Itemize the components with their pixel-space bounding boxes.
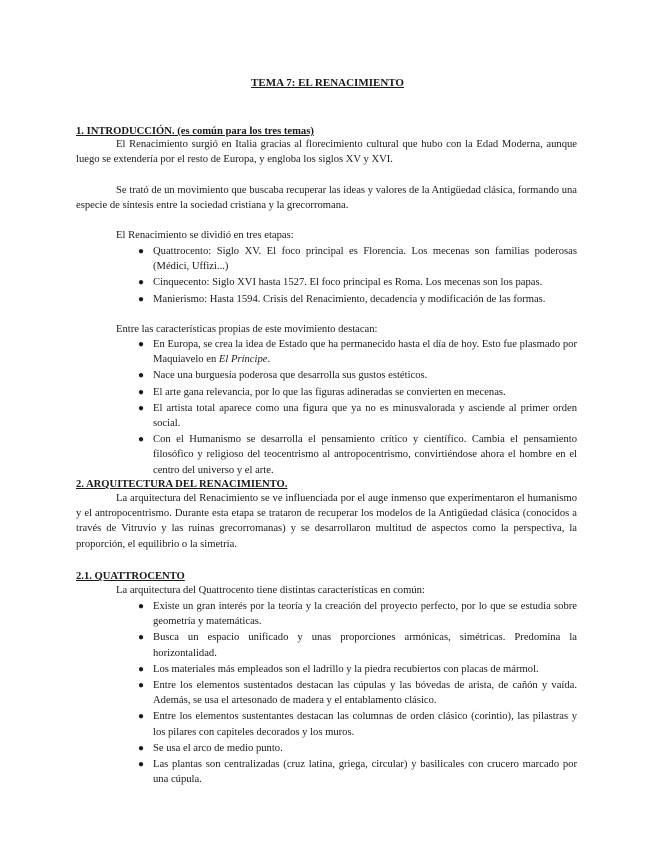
list-item: ● El artista total aparece como una figura que ya no es minusvalorada y asciende al primer orden social. [138,402,577,430]
bullet-icon: ● [138,277,145,289]
list-item: ● Existe un gran interés por la teoría y la creación del proyecto perfecto, por lo que se estudia sobre geometría y matemáticas. [138,601,577,628]
bullet-icon: ● [138,680,145,692]
stages-list [138,244,577,308]
quattrocento-list [138,599,577,788]
bullet-icon: ● [138,742,145,754]
section-1-paragraph-1: El Renacimiento surgió en Italia gracias al florecimiento cultural que hubo con la Edad Moderna, aunque luego se extendería por el resto de Europa, y engloba los siglos XV y XVI. [76,139,577,166]
features-lead: Entre las características propias de este movimiento destacan: [116,324,378,335]
bullet-icon: ● [138,601,145,612]
bullet-icon: ● [138,370,145,382]
list-item: ● Cinquecento: Siglo XVI hasta 1527. El foco principal es Roma. Los mecenas son los papas. [153,275,577,290]
quattrocento-lead: La arquitectura del Quattrocento tiene distintas características en común: [116,585,425,596]
bullet-icon: ● [138,759,145,771]
stages-lead: El Renacimiento se dividió en tres etapas: [116,230,294,241]
list-item: ● Nace una burguesía poderosa que desarrolla sus gustos estéticos. [153,368,577,383]
list-item: ● Con el Humanismo se desarrolla el pensamiento crítico y científico. Cambia el pensamiento filosófico y religioso del teocentrismo al antropocentrismo, convirtiéndose ahora el hombre en el centro del universo y el arte. [138,434,577,476]
section-2-paragraph-1: La arquitectura del Renacimiento se ve influenciada por el auge inmenso que experimentaron el humanismo y el antropocentrismo. Durante esta etapa se trataron de recuperar los modelos de la Antigüedad clásica (conocidos a través de Vitruvio y las ruinas grecorromanas) y se desarrollaron multitud de aspectos como la perspectiva, la proporción, el equilibrio o la simetría. [76,493,577,550]
document-title: TEMA 7: EL RENACIMIENTO [251,77,404,89]
list-item: ● Las plantas son centralizadas (cruz latina, griega, circular) y basilicales con crucero marcado por una cúpula. [138,759,577,786]
list-item: ● Busca un espacio unificado y unas proporciones armónicas, simétricas. Predomina la horizontalidad. [138,632,577,659]
section-2-heading: 2. ARQUITECTURA DEL RENACIMIENTO. [76,479,288,490]
section-2-1-heading: 2.1. QUATTROCENTO [76,571,185,582]
section-1-heading: 1. INTRODUCCIÓN. (es común para los tres temas) [76,126,314,137]
list-item: ● El arte gana relevancia, por lo que las figuras adineradas se convierten en mecenas. [153,385,577,400]
list-item: ● En Europa, se crea la idea de Estado que ha permanecido hasta el día de hoy. Esto fue plasmado por Maquiavelo en El Príncipe. [138,339,577,366]
list-item: ● Los materiales más empleados son el ladrillo y la piedra recubiertos con placas de mármol. [153,662,577,677]
bullet-icon: ● [138,711,145,723]
list-item: ● Se usa el arco de medio punto. [153,741,577,756]
list-item: ● Manierismo: Hasta 1594. Crisis del Renacimiento, decadencia y modificación de las formas. [153,292,577,307]
bullet-icon: ● [138,246,145,257]
list-item: ● Quattrocento: Siglo XV. El foco principal es Florencia. Los mecenas son familias poderosas (Médici, Uffizi...) [138,246,577,273]
bullet-icon: ● [138,632,145,644]
bullet-icon: ● [138,402,145,414]
bullet-icon: ● [138,434,145,446]
bullet-icon: ● [138,293,145,305]
bullet-icon: ● [138,386,145,398]
list-item: ● Entre los elementos sustentantes destacan las columnas de orden clásico (corintio), las pilastras y los pilares con capiteles decorados y los muros. [138,711,577,738]
bullet-icon: ● [138,339,145,350]
list-item: ● Entre los elementos sustentados destacan las cúpulas y las bóvedas de arista, de cañón y vaída. Además, se usa el artesonado de madera y el entablamento clásico. [138,680,577,707]
section-1-paragraph-2: Se trató de un movimiento que buscaba recuperar las ideas y valores de la Antigüedad clásica, formando una especie de síntesis entre la sociedad cristiana y la grecorromana. [76,185,577,212]
bullet-icon: ● [138,663,145,675]
features-list [138,337,577,479]
